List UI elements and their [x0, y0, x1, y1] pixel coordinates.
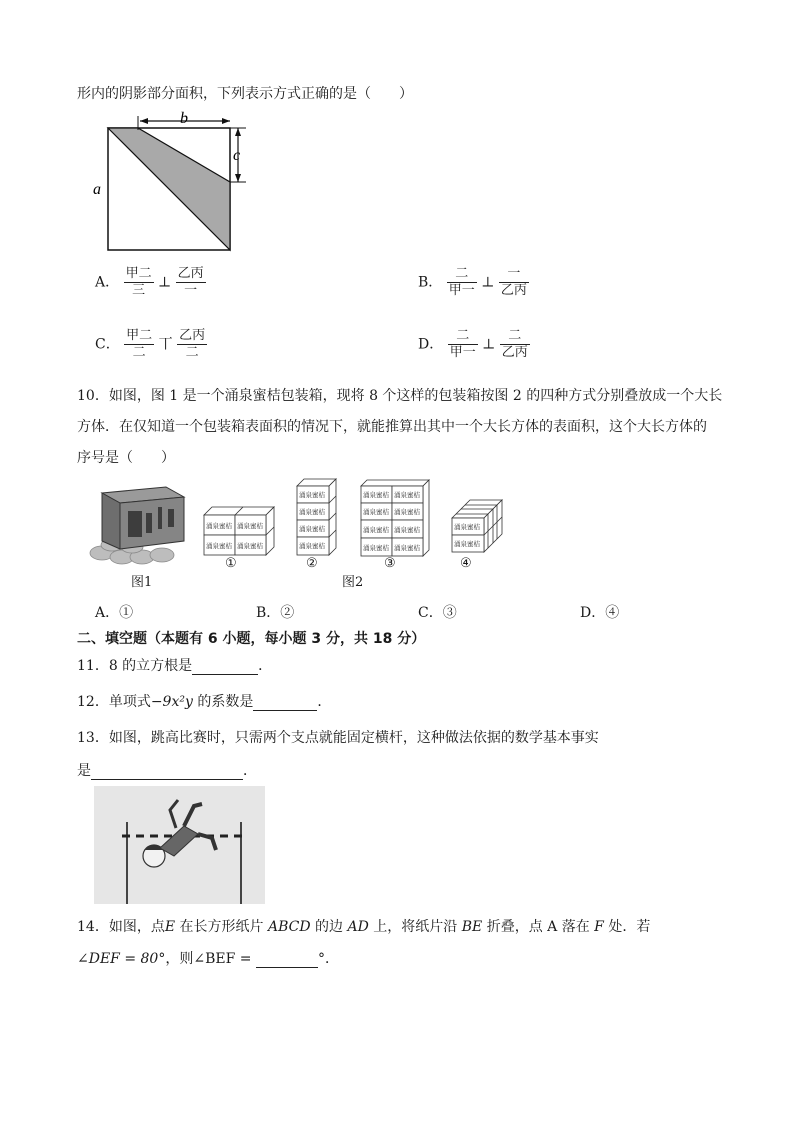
- q10-option-c[interactable]: C．③: [418, 605, 457, 621]
- box-label: 涌泉蜜桔: [206, 542, 232, 550]
- box-label: 涌泉蜜桔: [237, 522, 263, 530]
- circle-2: ②: [306, 556, 318, 571]
- q9-option-c[interactable]: C． $\frac{\text{甲二}}{\text{二}}$ 丅 $\frac{\text{乙丙}}{\text{二}}$: [95, 328, 206, 360]
- q10-option-b[interactable]: B．②: [256, 605, 295, 621]
- box-label: 涌泉蜜桔: [394, 526, 420, 534]
- box-label: 涌泉蜜桔: [237, 542, 263, 550]
- q10-stem-line1: 10．如图，图 1 是一个涌泉蜜桔包装箱，现将 8 个这样的包装箱按图 2 的四种方式分别叠放成一个大长: [77, 388, 723, 404]
- stack-4: [449, 496, 505, 556]
- q9-option-d[interactable]: D． $\frac{\text{二}}{\text{甲一}}$ ⊥ $\frac{\text{二}}{\text{乙丙}}$: [418, 328, 528, 360]
- q9-option-a[interactable]: A． $\frac{\text{甲二}}{\text{三}}$ ⊥ $\frac{\text{乙丙}}{\text{一}}$: [95, 266, 204, 298]
- box-label: 涌泉蜜桔: [363, 491, 389, 499]
- box-label: 涌泉蜜桔: [299, 508, 325, 516]
- q9-option-b[interactable]: B． $\frac{\text{二}}{\text{甲一}}$ ⊥ $\frac{\text{一}}{\text{乙丙}}$: [418, 266, 527, 298]
- box-label: 涌泉蜜桔: [363, 526, 389, 534]
- q14-answer-blank[interactable]: [256, 953, 318, 968]
- q9-figure: [88, 108, 258, 254]
- q13-answer-blank[interactable]: [91, 765, 243, 780]
- q13-line1: 13．如图，跳高比赛时，只需两个支点就能固定横杆，这种做法依据的数学基本事实: [77, 730, 599, 746]
- q14-line2: ∠DEF = 80°，则∠BEF = °．: [77, 951, 339, 967]
- stack-1: [200, 503, 278, 557]
- circle-1: ①: [225, 556, 237, 571]
- box-label: 涌泉蜜桔: [299, 491, 325, 499]
- box-label: 涌泉蜜桔: [299, 542, 325, 550]
- circle-3: ③: [384, 556, 396, 571]
- q11: 11．8 的立方根是 ．: [77, 658, 273, 674]
- label-c: c: [233, 147, 241, 164]
- stack-3: [358, 478, 432, 558]
- q10-option-d[interactable]: D．④: [580, 605, 620, 621]
- high-jump-illustration: [94, 786, 265, 904]
- label-b: b: [180, 110, 188, 127]
- box-label: 涌泉蜜桔: [454, 540, 480, 548]
- q9-stem: 形内的阴影部分面积，下列表示方式正确的是（ ）: [77, 86, 413, 102]
- circle-4: ④: [460, 556, 472, 571]
- q10-option-a[interactable]: A．①: [95, 605, 134, 621]
- box-label: 涌泉蜜桔: [206, 522, 232, 530]
- q10-stem-line2: 方体．在仅知道一个包装箱表面积的情况下，就能推算出其中一个大长方体的表面积，这个大长方体的: [77, 419, 707, 435]
- label-a: a: [93, 181, 101, 198]
- q12-answer-blank[interactable]: [253, 696, 317, 711]
- q10-fig1-photo: [84, 483, 196, 565]
- box-label: 涌泉蜜桔: [454, 523, 480, 531]
- q12: 12．单项式−9x²y 的系数是 ．: [77, 694, 332, 710]
- box-label: 涌泉蜜桔: [363, 508, 389, 516]
- box-label: 涌泉蜜桔: [363, 544, 389, 552]
- q13-line2: 是 ．: [77, 763, 257, 779]
- fig1-label: 图1: [131, 575, 153, 590]
- q14-line1: 14．如图，点E 在长方形纸片 ABCD 的边 AD 上，将纸片沿 BE 折叠，点 A 落在 F 处．若: [77, 919, 651, 935]
- stack-2: [294, 476, 340, 558]
- box-label: 涌泉蜜桔: [394, 508, 420, 516]
- box-label: 涌泉蜜桔: [394, 544, 420, 552]
- fig2-label: 图2: [342, 575, 364, 590]
- box-label: 涌泉蜜桔: [299, 525, 325, 533]
- q11-answer-blank[interactable]: [192, 660, 258, 675]
- box-label: 涌泉蜜桔: [394, 491, 420, 499]
- section-heading: 二、填空题（本题有 6 小题，每小题 3 分，共 18 分）: [77, 631, 426, 647]
- q10-stem-line3: 序号是（ ）: [77, 450, 175, 466]
